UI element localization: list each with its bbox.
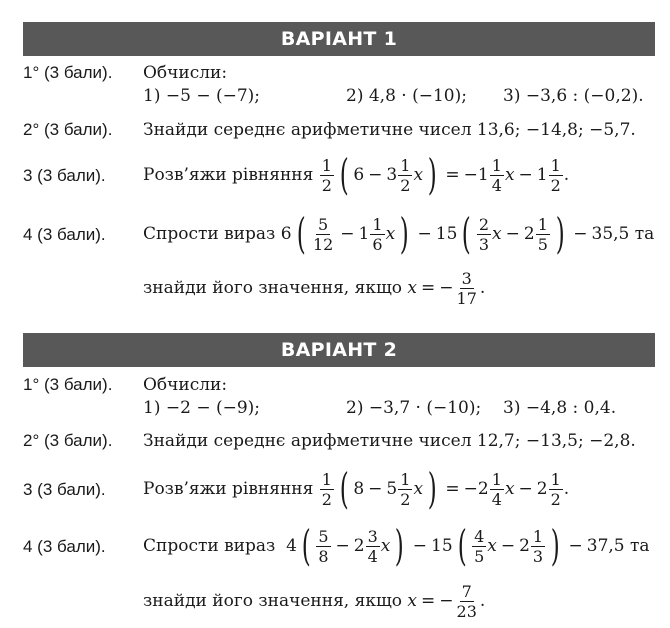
- fraction: $\frac{3}{4}$: [367, 526, 378, 566]
- fraction: $\frac{1}{6}$: [372, 214, 383, 254]
- fraction: $\frac{2}{3}$: [478, 214, 490, 254]
- task-1-text: Обчисли:: [143, 375, 228, 395]
- task-3-text: Розв’яжи рівняння: [143, 479, 314, 499]
- task-1-text: Обчисли:: [143, 63, 228, 83]
- task-1-label: 1° (3 бали).: [23, 63, 113, 82]
- task-4-condition: знайди його значення, якщо x = − $\frac{3}{17}$ .: [143, 268, 486, 308]
- task-4-text: Спрости вираз: [143, 536, 276, 556]
- fraction: $\frac{1}{2}$: [550, 469, 561, 509]
- fraction: $\frac{1}{2}$: [550, 155, 561, 195]
- task-1-part-1: 1) −2 − (−9);: [143, 398, 261, 418]
- fraction: $\frac{4}{5}$: [474, 526, 485, 566]
- fraction: $\frac{1}{2}$: [321, 469, 332, 509]
- task-2-label: 2° (3 бали).: [23, 120, 113, 139]
- fraction: $\frac{1}{5}$: [537, 214, 548, 254]
- task-4-label: 4 (3 бали).: [23, 537, 106, 556]
- fraction: $\frac{1}{3}$: [532, 526, 544, 566]
- task-3-equation: Розв’яжи рівняння $\frac{1}{2}$ ( 8 − 5 $\frac{1}{2}$ x ) = − 2 $\frac{1}{4}$ x − 2 $\frac{1}{2}$ .: [143, 464, 570, 513]
- fraction: $\frac{1}{2}$: [321, 155, 332, 195]
- task-4-text: Спрости вираз: [143, 224, 276, 244]
- task-2-label: 2° (3 бали).: [23, 431, 113, 450]
- task-3-equation: Розв’яжи рівняння $\frac{1}{2}$ ( 6 − 3 $\frac{1}{2}$ x ) = − 1 $\frac{1}{4}$ x − 1 $\frac{1}{2}$ .: [143, 150, 570, 199]
- task-1-part-1: 1) −5 − (−7);: [143, 86, 261, 106]
- task-1-part-2: 2) −3,7 · (−10);: [346, 398, 482, 418]
- task-1-part-2: 2) 4,8 · (−10);: [346, 86, 467, 106]
- fraction: $\frac{3}{17}$: [456, 268, 477, 308]
- task-4-label: 4 (3 бали).: [23, 225, 106, 244]
- fraction: $\frac{5}{8}$: [318, 526, 329, 566]
- fraction: $\frac{5}{12}$: [312, 214, 334, 254]
- task-4-condition: знайди його значення, якщо x = − $\frac{7}{23}$ .: [143, 581, 486, 621]
- task-2-text: Знайди середнє арифметичне чисел 13,6; −14,8; −5,7.: [143, 120, 636, 140]
- task-3-label: 3 (3 бали).: [23, 166, 106, 185]
- task-1-label: 1° (3 бали).: [23, 375, 113, 394]
- task-2-text: Знайди середнє арифметичне чисел 12,7; −13,5; −2,8.: [143, 431, 636, 451]
- variant-2-header: ВАРІАНТ 2: [23, 333, 655, 367]
- task-3-label: 3 (3 бали).: [23, 480, 106, 499]
- fraction: $\frac{1}{4}$: [491, 469, 502, 509]
- fraction: $\frac{7}{23}$: [456, 581, 477, 621]
- fraction: $\frac{1}{2}$: [400, 155, 411, 195]
- task-1-part-3: 3) −3,6 : (−0,2).: [503, 86, 644, 106]
- fraction: $\frac{1}{4}$: [491, 155, 502, 195]
- task-4-expression: Спрости вираз 4 ( $\frac{5}{8}$ − 2 $\frac{3}{4}$ x ) − 15 ( $\frac{4}{5}$ x − 2 $\frac{1}{3}$ ) − 37,5 та: [143, 521, 650, 570]
- fraction: $\frac{1}{2}$: [400, 469, 411, 509]
- task-1-part-3: 3) −4,8 : 0,4.: [503, 398, 617, 418]
- task-3-text: Розв’яжи рівняння: [143, 165, 314, 185]
- variant-1-header: ВАРІАНТ 1: [23, 22, 655, 56]
- task-4-expression: Спрости вираз 6 ( $\frac{5}{12}$ − 1 $\frac{1}{6}$ x ) − 15 ( $\frac{2}{3}$ x − 2 $\frac{1}{5}$ ) − 35,5 та: [143, 209, 655, 258]
